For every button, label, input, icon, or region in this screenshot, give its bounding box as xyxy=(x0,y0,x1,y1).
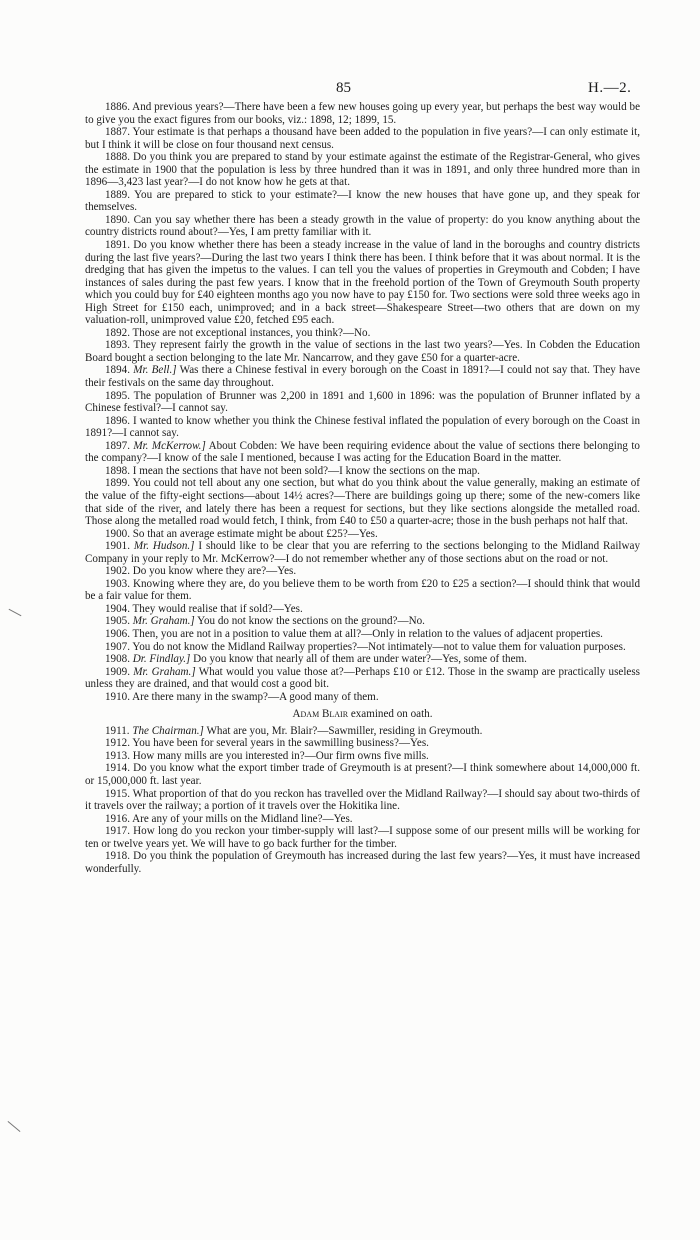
speaker-name: Dr. Findlay.] xyxy=(132,653,191,666)
testimony-text xyxy=(85,101,640,875)
question-paragraph: 1898. I mean the sections that have not been sold?—I know the sections on the map. xyxy=(105,464,480,477)
question-number: 1908. xyxy=(105,653,130,666)
margin-mark xyxy=(8,1121,21,1132)
question-paragraph: 1916. Are any of your mills on the Midland line?—Yes. xyxy=(105,812,353,825)
question-text: What would you value those at?—Perhaps £10 or £12. Those in the swamp are practically useless unless they are drained, and that would cost a good bit. xyxy=(85,665,640,691)
question-paragraph: 1904. They would realise that if sold?—Yes. xyxy=(105,602,303,615)
question-number: 1905. xyxy=(105,615,130,628)
question-paragraph xyxy=(85,440,640,465)
page-header xyxy=(0,80,700,98)
question-paragraph: 1895. The population of Brunner was 2,200 in 1891 and 1,600 in 1896: was the population of Brunner inflated by a Chinese festival?—I cannot say. xyxy=(85,389,640,415)
question-number: 1901. xyxy=(105,540,130,553)
paper-reference: H.—2. xyxy=(588,80,632,96)
witness-name: Adam Blair xyxy=(292,708,349,721)
question-paragraph: 1900. So that an average estimate might be about £25?—Yes. xyxy=(105,527,378,540)
question-paragraph xyxy=(85,653,640,666)
question-text: I should like to be clear that you are referring to the sections belonging to the Midland Railway Company in your reply to Mr. McKerrow?—I do not remember whether any of those sections abut on the road or not. xyxy=(85,540,640,565)
question-paragraph: 1889. You are prepared to stick to your estimate?—I know the new houses that have gone up, and they speak for themselves. xyxy=(85,188,640,214)
question-paragraph: 1907. You do not know the Midland Railway properties?—Not intimately—not to value them for valuation purposes. xyxy=(105,640,626,653)
question-paragraph: 1906. Then, you are not in a position to value them at all?—Only in relation to the values of adjacent properties. xyxy=(105,627,603,640)
question-paragraph xyxy=(85,364,640,389)
question-paragraph xyxy=(85,540,640,565)
question-paragraph: 1914. Do you know what the export timber trade of Greymouth is at present?—I think somewhere about 14,000,000 ft. or 15,000,000 ft. last year. xyxy=(85,762,640,787)
speaker-name: Mr. Hudson.] xyxy=(133,540,195,553)
question-paragraph: 1888. Do you think you are prepared to stand by your estimate against the estimate of the Registrar-General, who gives the estimate in 1900 that the population is less by three hundred than it was in 1891, and only three hundred more than in 1896—3,423 last year?—I do not know how he gets at that. xyxy=(85,151,640,189)
question-paragraph xyxy=(85,666,640,691)
speaker-name: The Chairman.] xyxy=(132,724,204,737)
question-paragraph: 1893. They represent fairly the growth in the value of sections in the last two years?—Yes. In Cobden the Education Board bought a section belonging to the late Mr. Nancarrow, and they gave £50 for a quarter-acre. xyxy=(85,339,640,364)
question-paragraph: 1918. Do you think the population of Greymouth has increased during the last few years?—Yes, it must have increased wonderfully. xyxy=(85,850,640,875)
question-text: Do you know that nearly all of them are under water?—Yes, some of them. xyxy=(193,653,527,666)
speaker-name: Mr. Graham.] xyxy=(132,615,195,628)
question-paragraph: 1891. Do you know whether there has been a steady increase in the value of land in the boroughs and country districts during the last five years?—During the last two years I think there has been. I think before that it was about normal. It is the dredging that has given the impetus to the values. I can tell you the values of properties in Greymouth and Cobden; I have instances of sales during the past few years. I know that in the freehold portion of the Town of Greymouth South property which you could buy for £40 eighteen months ago you now have to pay £150 for. Two sections were sold three weeks ago in High Street for £150 each, unimproved; and in a back street—Shakespeare Street—two others that are down on my valuation-roll, unimproved value £20, fetched £95 each. xyxy=(85,239,640,327)
page-number: 85 xyxy=(336,80,351,96)
question-paragraph xyxy=(85,725,640,738)
question-paragraph: 1899. You could not tell about any one section, but what do you think about the value generally, making an estimate of the value of the fifty-eight sections—about 14½ acres?—There are buildings going up there; some of the new-comers like that side of the river, and lately there has been a request for sections, but they like sections alongside the metalled road. Those along the metalled road would fetch, I think, from £40 to £50 a quarter-acre; those in the bush perhaps not half that. xyxy=(85,477,640,528)
question-paragraph: 1896. I wanted to know whether you think the Chinese festival inflated the population of every borough on the Coast in 1891?—I cannot say. xyxy=(85,414,640,440)
question-paragraph: 1915. What proportion of that do you reckon has travelled over the Midland Railway?—I should say about two-thirds of it travels over the railway; a portion of it travels over the Hokitika line. xyxy=(85,787,640,813)
question-text: You do not know the sections on the ground?—No. xyxy=(197,615,425,628)
question-text: What are you, Mr. Blair?—Sawmiller, residing in Greymouth. xyxy=(206,724,483,737)
question-paragraph: 1890. Can you say whether there has been a steady growth in the value of property: do you know anything about the country districts round about?—Yes, I am pretty familiar with it. xyxy=(85,213,640,239)
witness-heading xyxy=(85,708,640,721)
question-paragraph: 1902. Do you know where they are?—Yes. xyxy=(105,565,297,578)
question-text: About Cobden: We have been requiring evidence about the value of sections there belonging to the company?—I know of the sale I mentioned, because I was acting for the Education Board in the matter. xyxy=(85,439,640,465)
question-paragraph: 1887. Your estimate is that perhaps a thousand have been added to the population in five years?—I can only estimate it, but I think it will be close on four thousand next census. xyxy=(85,126,640,151)
speaker-name: Mr. McKerrow.] xyxy=(133,439,206,452)
question-paragraph: 1903. Knowing where they are, do you believe them to be worth from £20 to £25 a section?—I should think that would be a fair value for them. xyxy=(85,577,640,603)
question-paragraph: 1892. Those are not exceptional instances, you think?—No. xyxy=(105,326,371,339)
question-number: 1911. xyxy=(105,724,130,737)
question-paragraph: 1910. Are there many in the swamp?—A good many of them. xyxy=(105,690,379,703)
speaker-name: Mr. Bell.] xyxy=(133,364,177,377)
question-paragraph xyxy=(85,615,640,628)
question-number: 1909. xyxy=(105,665,130,678)
question-paragraph: 1912. You have been for several years in the sawmilling business?—Yes. xyxy=(105,737,429,750)
question-text: Was there a Chinese festival in every borough on the Coast in 1891?—I could not say that. They have their festivals on the same day throughout. xyxy=(85,364,640,390)
question-paragraph: 1917. How long do you reckon your timber-supply will last?—I suppose some of our present mills will be working for ten or twelve years yet. We will have to go back further for the timber. xyxy=(85,825,640,850)
question-paragraph: 1886. And previous years?—There have been a few new houses going up every year, but perhaps the best way would be to give you the exact figures from our books, viz.: 1898, 12; 1899, 15. xyxy=(85,101,640,126)
question-number: 1897. xyxy=(105,439,130,452)
question-number: 1894. xyxy=(105,364,130,377)
margin-mark xyxy=(9,609,22,616)
heading-text: examined on oath. xyxy=(350,708,433,721)
question-paragraph: 1913. How many mills are you interested in?—Our firm owns five mills. xyxy=(105,749,429,762)
speaker-name: Mr. Graham.] xyxy=(133,665,196,678)
